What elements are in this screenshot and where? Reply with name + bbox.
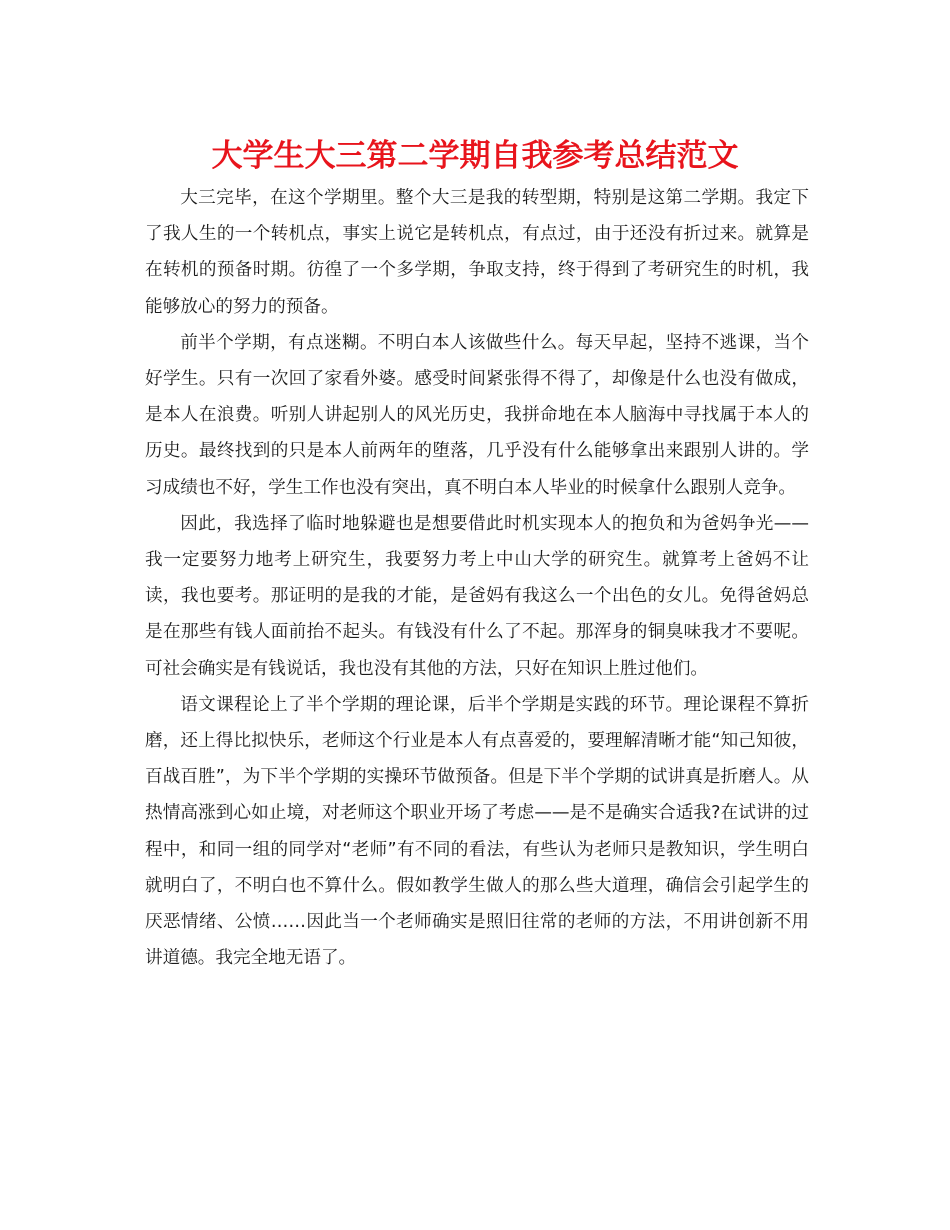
document-body (145, 180, 809, 976)
paragraph-1: 大三完毕，在这个学期里。整个大三是我的转型期，特别是这第二学期。我定下了我人生的一个转机点，事实上说它是转机点，有点过，由于还没有折过来。就算是在转机的预备时期。彷徨了一个多学期，争取支持，终于得到了考研究生的时机，我能够放心的努力的预备。 (145, 188, 809, 317)
paragraph-2: 前半个学期，有点迷糊。不明白本人该做些什么。每天早起，坚持不逃课，当个好学生。只有一次回了家看外婆。感受时间紧张得不得了，却像是什么也没有做成，是本人在浪费。听别人讲起别人的风光历史，我拼命地在本人脑海中寻找属于本人的历史。最终找到的只是本人前两年的堕落，几乎没有什么能够拿出来跟别人讲的。学习成绩也不好，学生工作也没有突出，真不明白本人毕业的时候拿什么跟别人竞争。 (145, 332, 809, 498)
paragraph-3: 因此，我选择了临时地躲避也是想要借此时机实现本人的抱负和为爸妈争光——我一定要努力地考上研究生，我要努力考上中山大学的研究生。就算考上爸妈不让读，我也要考。那证明的是我的才能，是爸妈有我这么一个出色的女儿。免得爸妈总是在那些有钱人面前抬不起头。有钱没有什么了不起。那浑身的铜臭味我才不要呢。可社会确实是有钱说话，我也没有其他的方法，只好在知识上胜过他们。 (145, 513, 809, 679)
paragraph-4: 语文课程论上了半个学期的理论课，后半个学期是实践的环节。理论课程不算折磨，还上得比拟快乐，老师这个行业是本人有点喜爱的，要理解清晰才能“知己知彼，百战百胜”，为下半个学期的实操环节做预备。但是下半个学期的试讲真是折磨人。从热情高涨到心如止境，对老师这个职业开场了考虑——是不是确实合适我?在试讲的过程中，和同一组的同学对“老师”有不同的看法，有些认为老师只是教知识，学生明白就明白了，不明白也不算什么。假如教学生做人的那么些大道理，确信会引起学生的厌恶情绪、公愤……因此当一个老师确实是照旧往常的老师的方法，不用讲创新不用讲道德。我完全地无语了。 (145, 694, 809, 969)
document-title: 大学生大三第二学期自我参考总结范文 (211, 138, 739, 174)
